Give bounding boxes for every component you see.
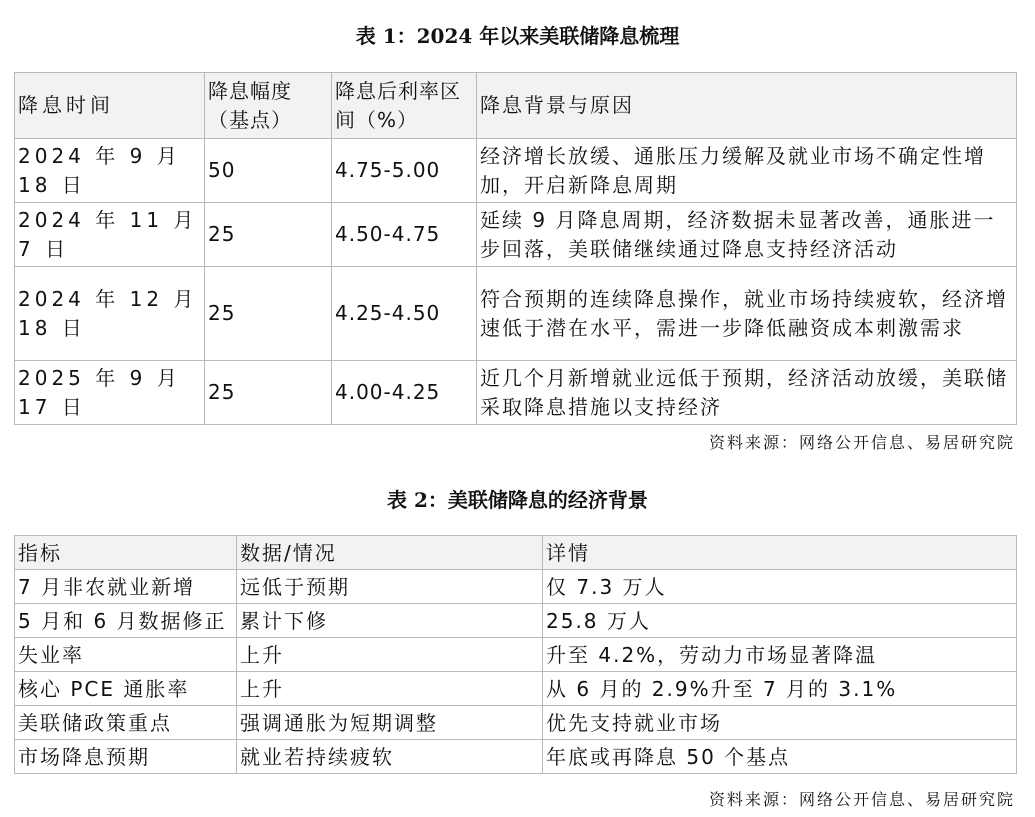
table-header-row	[15, 73, 1017, 139]
table-cell: 2025 年 9 月 17 日	[15, 361, 205, 425]
economic-background-table	[14, 535, 1017, 774]
table-cell: 美联储政策重点	[15, 706, 237, 740]
table-row	[15, 672, 1017, 706]
table-cell: 4.00-4.25	[332, 361, 477, 425]
table-cell: 核心 PCE 通胀率	[15, 672, 237, 706]
table-cell: 上升	[237, 638, 543, 672]
table-cell: 2024 年 11 月 7 日	[15, 203, 205, 267]
table2-source: 资料来源：网络公开信息、易居研究院	[708, 790, 1015, 809]
table-cell: 累计下修	[237, 604, 543, 638]
column-header: 数据/情况	[237, 536, 543, 570]
table1-source: 资料来源：网络公开信息、易居研究院	[708, 433, 1015, 452]
table2-title: 表 2：美联储降息的经济背景	[387, 488, 648, 512]
table-cell: 符合预期的连续降息操作，就业市场持续疲软，经济增速低于潜在水平，需进一步降低融资成本刺激需求	[477, 267, 1017, 361]
table-row	[15, 361, 1017, 425]
column-header: 降息背景与原因	[477, 73, 1017, 139]
table-row	[15, 570, 1017, 604]
table-cell: 2024 年 12 月 18 日	[15, 267, 205, 361]
column-header: 降息时间	[15, 73, 205, 139]
table-cell: 从 6 月的 2.9%升至 7 月的 3.1%	[543, 672, 1017, 706]
table-cell: 4.50-4.75	[332, 203, 477, 267]
table-row	[15, 604, 1017, 638]
table-row	[15, 267, 1017, 361]
column-header: 指标	[15, 536, 237, 570]
table-row	[15, 740, 1017, 774]
table-cell: 25.8 万人	[543, 604, 1017, 638]
table-header-row	[15, 536, 1017, 570]
table-cell: 市场降息预期	[15, 740, 237, 774]
table-cell: 远低于预期	[237, 570, 543, 604]
table-cell: 25	[205, 267, 332, 361]
table-cell: 强调通胀为短期调整	[237, 706, 543, 740]
table-cell: 25	[205, 361, 332, 425]
table-cell: 年底或再降息 50 个基点	[543, 740, 1017, 774]
table-cell: 4.75-5.00	[332, 139, 477, 203]
table-row	[15, 706, 1017, 740]
table-row	[15, 638, 1017, 672]
table-cell: 经济增长放缓、通胀压力缓解及就业市场不确定性增加，开启新降息周期	[477, 139, 1017, 203]
table-row	[15, 203, 1017, 267]
table-cell: 延续 9 月降息周期，经济数据未显著改善，通胀进一步回落，美联储继续通过降息支持经济活动	[477, 203, 1017, 267]
table1-title: 表 1：2024 年以来美联储降息梳理	[355, 24, 680, 48]
table-cell: 25	[205, 203, 332, 267]
table-cell: 优先支持就业市场	[543, 706, 1017, 740]
table-cell: 4.25-4.50	[332, 267, 477, 361]
rate-cut-table	[14, 72, 1017, 425]
table-cell: 2024 年 9 月 18 日	[15, 139, 205, 203]
table-cell: 7 月非农就业新增	[15, 570, 237, 604]
table-cell: 上升	[237, 672, 543, 706]
table-cell: 升至 4.2%，劳动力市场显著降温	[543, 638, 1017, 672]
column-header: 详情	[543, 536, 1017, 570]
table-cell: 仅 7.3 万人	[543, 570, 1017, 604]
table-cell: 50	[205, 139, 332, 203]
table-cell: 就业若持续疲软	[237, 740, 543, 774]
column-header: 降息幅度（基点）	[205, 73, 332, 139]
table-cell: 失业率	[15, 638, 237, 672]
table-cell: 5 月和 6 月数据修正	[15, 604, 237, 638]
column-header: 降息后利率区间（%）	[332, 73, 477, 139]
table-cell: 近几个月新增就业远低于预期，经济活动放缓，美联储采取降息措施以支持经济	[477, 361, 1017, 425]
table-row	[15, 139, 1017, 203]
